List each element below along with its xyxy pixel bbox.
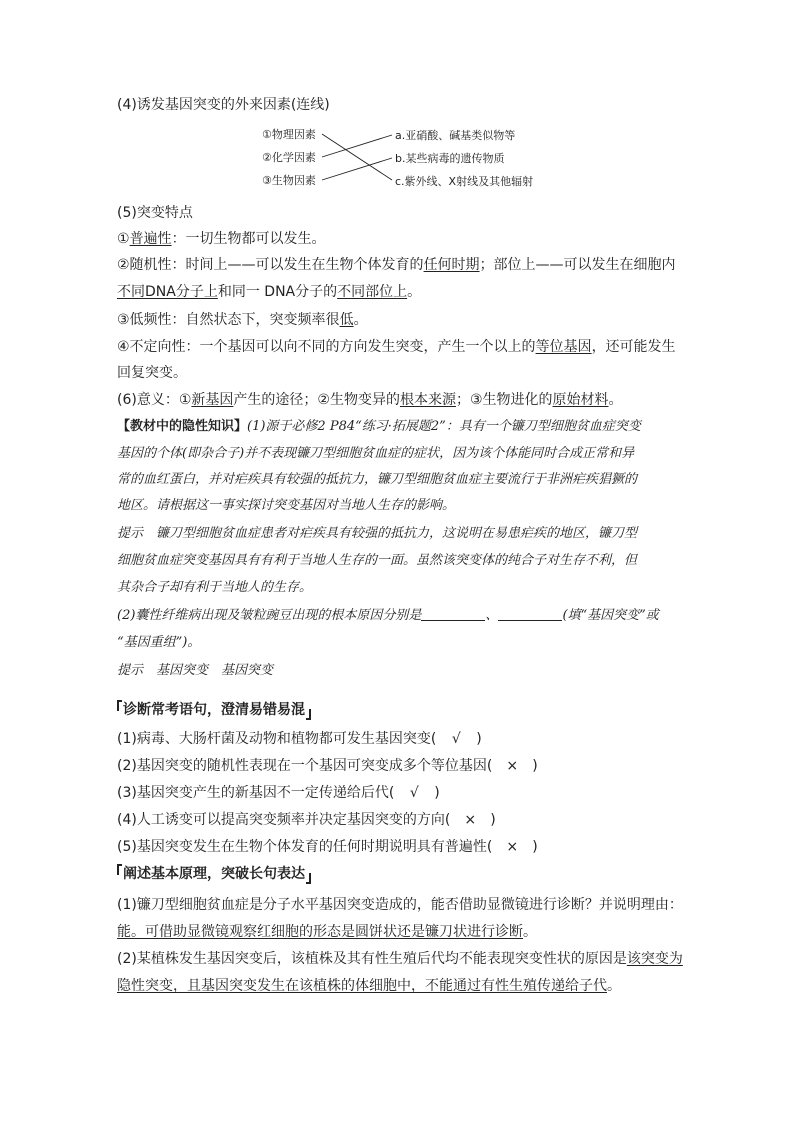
judge-item-5: (5)基因突变发生在生物个体发育的任何时期说明具有普遍性( × ) [117,839,538,855]
explain-answer-1: 能。可借助显微镜观察红细胞的形态是圆饼状还是镰刀状进行诊断。 [117,924,537,940]
feature-nondirectional-cont: 回复突变。 [117,365,187,381]
hint-answer: 提示 基因突变 基因突变 [117,663,274,678]
feature-randomness-cont: 不同DNA分子上和同一 DNA分子的不同部位上。 [117,284,422,300]
cause-a: a.亚硝酸、碱基类似物等 [395,129,516,142]
answer-blank-2 [498,606,562,621]
hint-line-2: 细胞贫血症突变基因具有有利于当地人生存的一面。虽然该突变体的纯合子对生存不利，但 [117,553,638,568]
feature-randomness: ②随机性：时间上——可以发生在生物个体发育的任何时期；部位上——可以发生在细胞内 [117,257,676,273]
factor-chemical: ②化学因素 [262,151,316,164]
question-2-line-1: (2)囊性纤维病出现及皱粒豌豆出现的根本原因分别是 、 (填“基因突变”或 [117,608,659,623]
question-2-line-2: “基因重组”)。 [117,635,201,650]
link-biological-b [322,158,392,180]
hidden-knowledge-line-3: 常的血红蛋白，并对疟疾具有较强的抵抗力，镰刀型细胞贫血症主要流行于非洲疟疾猖獗的 [117,472,638,487]
feature-universality: ①普遍性：一切生物都可以发生。 [117,231,326,247]
explain-question-1: (1)镰刀型细胞贫血症是分子水平基因突变造成的，能否借助显微镜进行诊断？并说明理由： [117,897,683,913]
matching-diagram [262,125,552,195]
answer-blank-1 [421,606,485,621]
hidden-knowledge-line-4: 地区。请根据这一事实探讨突变基因对当地人生存的影响。 [117,498,456,513]
factor-biological: ③生物因素 [262,174,316,187]
feature-nondirectional: ④不定向性：一个基因可以向不同的方向发生突变，产生一个以上的等位基因，还可能发生 [117,339,676,355]
section-4-title: (4)诱发基因突变的外来因素(连线) [117,97,330,113]
judge-item-1: (1)病毒、大肠杆菌及动物和植物都可发生基因突变( √ ) [117,731,482,747]
section-5-title: (5)突变特点 [117,205,193,221]
link-chemical-a [322,135,392,157]
hidden-knowledge-line-2: 基因的个体(即杂合子)并不表现镰刀型细胞贫血症的症状，因为该个体能同时合成正常和异 [117,446,635,461]
factor-physical: ①物理因素 [262,128,316,141]
cause-b: b.某些病毒的遗传物质 [395,152,505,165]
explain-answer-2: 隐性突变，且基因突变发生在该植株的体细胞中，不能通过有性生殖传递给子代。 [117,978,621,994]
explain-heading: 阐述基本原理，突破长句表达 [117,864,305,884]
hint-line-1: 提示 镰刀型细胞贫血症患者对疟疾具有较强的抵抗力，这说明在易患疟疾的地区，镰刀型 [117,526,638,541]
judge-item-2: (2)基因突变的随机性表现在一个基因可突变成多个等位基因( × ) [117,758,538,774]
feature-low-frequency: ③低频性：自然状态下，突变频率很低。 [117,312,368,328]
section-6-significance: (6)意义：①新基因产生的途径；②生物变异的根本来源；③生物进化的原始材料。 [117,392,623,408]
judge-item-3: (3)基因突变产生的新基因不一定传递给后代( √ ) [117,785,440,801]
diagnose-heading: 诊断常考语句，澄清易错易混 [117,700,305,720]
explain-question-2: (2)某植株发生基因突变后，该植株及其有性生殖后代均不能表现突变性状的原因是该突变为 [117,951,683,967]
judge-item-4: (4)人工诱变可以提高突变频率并决定基因突变的方向( × ) [117,812,496,828]
hint-line-3: 其杂合子却有利于当地人的生存。 [117,580,313,595]
hidden-knowledge-line-1: 【教材中的隐性知识】(1)源于必修2 P84“练习·拓展题2”：具有一个镰刀型细胞贫血症突变 [117,419,641,434]
link-physical-c [322,134,392,180]
cause-c: c.紫外线、X射线及其他辐射 [395,175,534,188]
